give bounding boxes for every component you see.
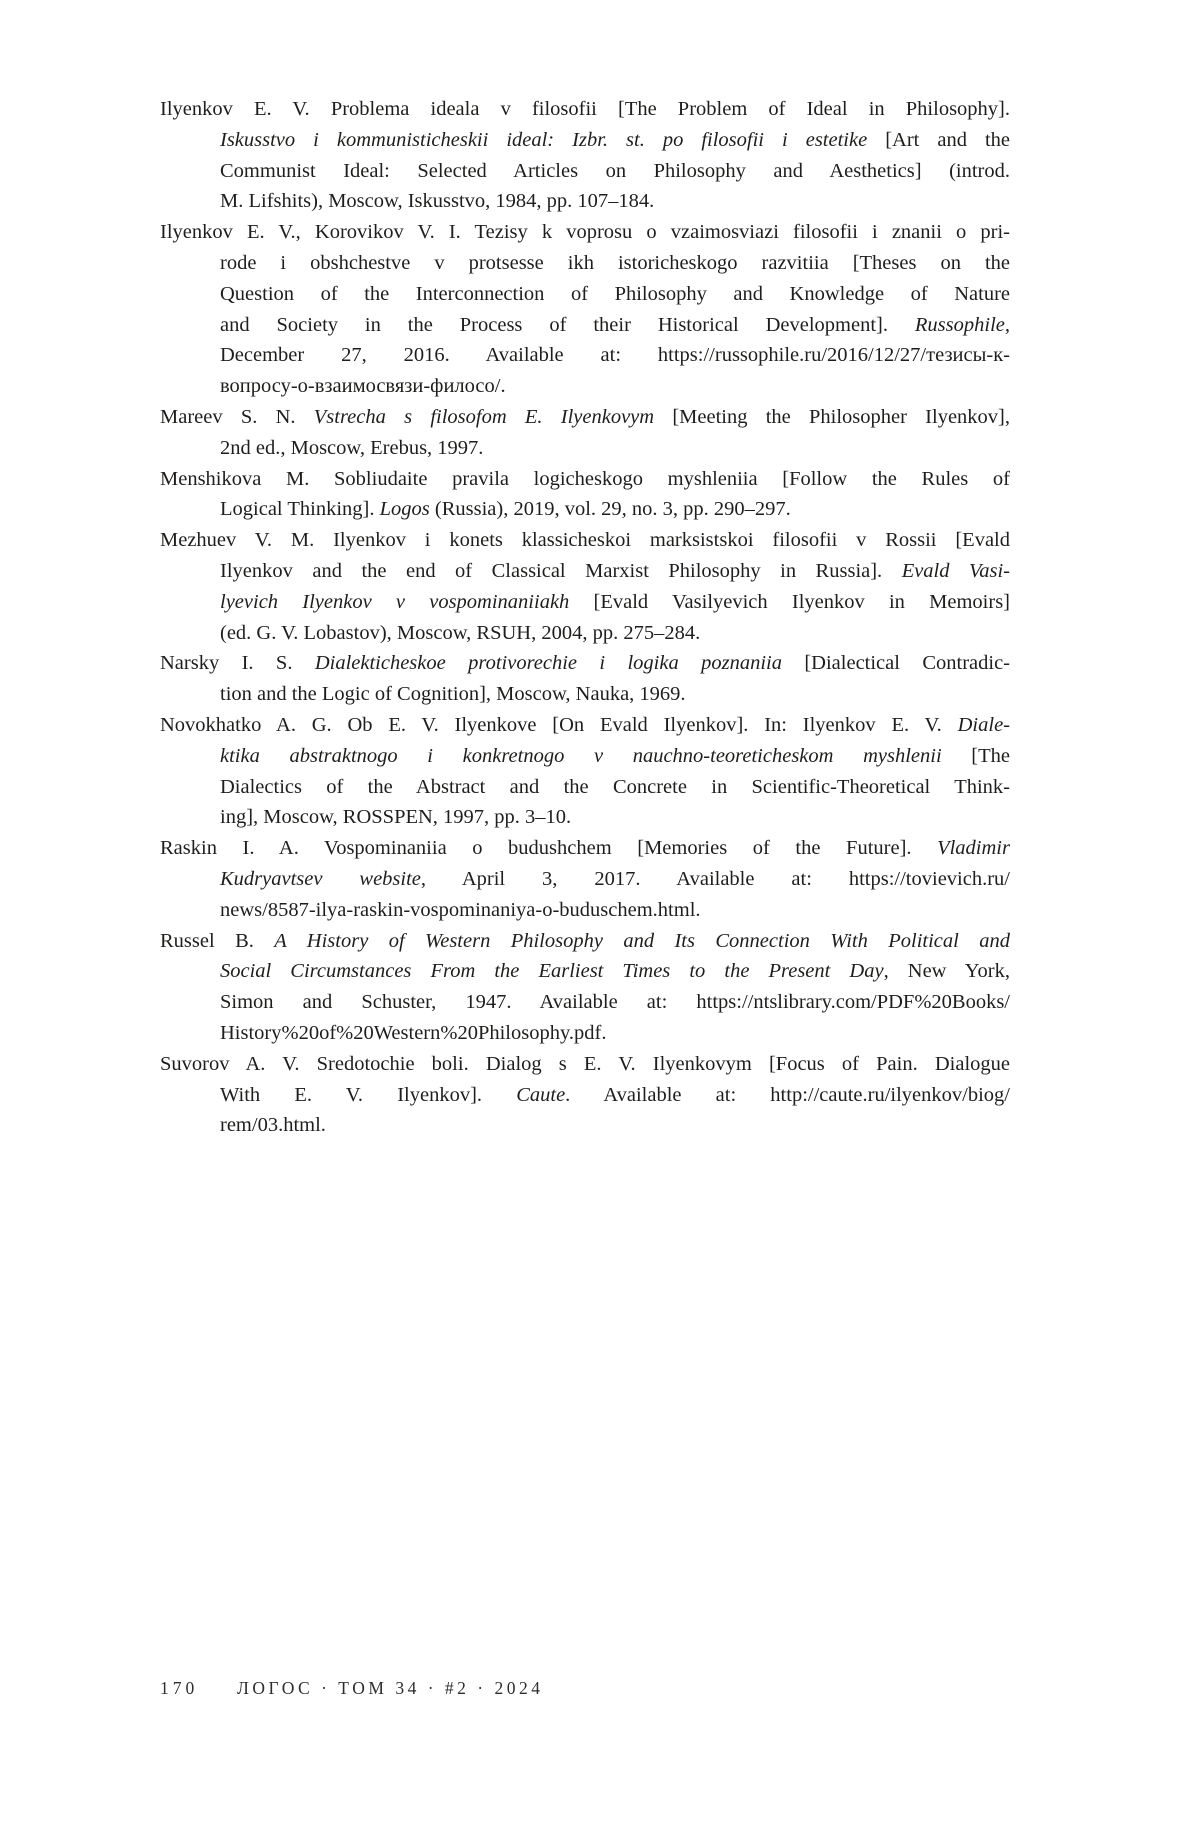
- reference-text-segment: ing], Moscow, ROSSPEN, 1997, pp. 3–10.: [220, 806, 572, 829]
- reference-title-segment: Russophile: [914, 313, 1005, 336]
- reference-line: [160, 648, 1010, 679]
- reference-line: [160, 156, 1010, 187]
- reference-text-segment: , April 3, 2017. Available at: https://tovievich.ru/: [420, 867, 1010, 890]
- reference-text-segment: news/8587-ilya-raskin-vospominaniya-o-buduschem.html.: [220, 898, 701, 921]
- reference-line: [160, 987, 1010, 1018]
- reference-line: [160, 618, 1010, 649]
- reference-text-segment: [Art and the: [867, 128, 1011, 151]
- reference-line: [160, 895, 1010, 926]
- reference-line: [160, 802, 1010, 833]
- reference-title-segment: Logos: [379, 498, 430, 521]
- reference-text-segment: Logical Thinking].: [220, 498, 380, 521]
- reference-text-segment: , New York,: [883, 960, 1010, 983]
- reference-text-segment: Raskin I. A. Vospominaniia o budushchem [Memories of the Future].: [160, 837, 938, 860]
- reference-line: [160, 679, 1010, 710]
- reference-text-segment: Ilyenkov E. V., Korovikov V. I. Tezisy k voprosu o vzaimosviazi filosofii i znanii o pri-: [160, 221, 1010, 244]
- reference-text-segment: Mezhuev V. M. Ilyenkov i konets klassicheskoi marksistskoi filosofii v Rossii [Evald: [160, 529, 1010, 552]
- reference-text-segment: Menshikova M. Sobliudaite pravila logicheskogo myshleniia [Follow the Rules of: [160, 467, 1010, 490]
- reference-line: [160, 310, 1010, 341]
- reference-title-segment: Dialekticheskoe protivorechie i logika poznaniia: [314, 652, 782, 675]
- reference-text-segment: Russel B.: [160, 929, 275, 952]
- reference-title-segment: A History of Western Philosophy and Its Connection With Political and: [274, 929, 1010, 952]
- reference-line: [160, 186, 1010, 217]
- reference-text-segment: Ilyenkov E. V. Problema ideala v filosofii [The Problem of Ideal in Philosophy].: [160, 98, 1010, 120]
- reference-text-segment: Ilyenkov and the end of Classical Marxist Philosophy in Russia].: [220, 559, 902, 582]
- reference-line: [160, 1018, 1010, 1049]
- reference-entry: [160, 926, 1010, 1049]
- page-number: 170: [160, 1678, 199, 1698]
- reference-text-segment: Question of the Interconnection of Philosophy and Knowledge of Nature: [220, 282, 1010, 305]
- reference-text-segment: вопросу-о-взаимосвязи-филосо/.: [220, 375, 506, 398]
- reference-text-segment: Communist Ideal: Selected Articles on Philosophy and Aesthetics] (introd.: [220, 159, 1010, 182]
- reference-text-segment: With E. V. Ilyenkov].: [220, 1083, 517, 1106]
- reference-line: [160, 279, 1010, 310]
- reference-entry: [160, 525, 1010, 648]
- reference-title-segment: Kudryavtsev website: [220, 867, 421, 890]
- reference-text-segment: (Russia), 2019, vol. 29, no. 3, pp. 290–297.: [429, 498, 791, 521]
- reference-text-segment: rem/03.html.: [220, 1114, 326, 1137]
- reference-title-segment: lyevich Ilyenkov v vospominaniiakh: [220, 590, 570, 613]
- reference-line: [160, 772, 1010, 803]
- reference-text-segment: December 27, 2016. Available at: https://russophile.ru/2016/12/27/тезисы-к-: [220, 344, 1010, 367]
- reference-line: [160, 864, 1010, 895]
- reference-line: [160, 833, 1010, 864]
- reference-line: [160, 464, 1010, 495]
- reference-line: [160, 1110, 1010, 1141]
- page-footer: [160, 1678, 543, 1699]
- reference-title-segment: Vladimir: [937, 837, 1010, 860]
- reference-line: [160, 217, 1010, 248]
- reference-line: [160, 125, 1010, 156]
- reference-text-segment: History%20of%20Western%20Philosophy.pdf.: [220, 1021, 607, 1044]
- reference-line: [160, 94, 1010, 125]
- reference-line: [160, 556, 1010, 587]
- reference-title-segment: Social Circumstances From the Earliest Times to the Present Day: [220, 960, 884, 983]
- reference-text-segment: . Available at: http://caute.ru/ilyenkov/biog/: [565, 1083, 1010, 1106]
- reference-text-segment: Dialectics of the Abstract and the Concrete in Scientific-Theoretical Think-: [220, 775, 1010, 798]
- reference-text-segment: tion and the Logic of Cognition], Moscow, Nauka, 1969.: [220, 683, 686, 706]
- reference-text-segment: Mareev S. N.: [160, 405, 314, 428]
- reference-entry: [160, 217, 1010, 402]
- references-list: [160, 94, 1010, 1141]
- reference-text-segment: ,: [1004, 313, 1010, 336]
- reference-line: [160, 741, 1010, 772]
- reference-line: [160, 433, 1010, 464]
- reference-line: [160, 926, 1010, 957]
- reference-line: [160, 371, 1010, 402]
- reference-line: [160, 710, 1010, 741]
- reference-text-segment: and Society in the Process of their Historical Development].: [220, 313, 915, 336]
- reference-title-segment: Caute: [516, 1083, 566, 1106]
- reference-entry: [160, 94, 1010, 217]
- reference-entry: [160, 1049, 1010, 1141]
- reference-line: [160, 340, 1010, 371]
- reference-text-segment: Novokhatko A. G. Ob E. V. Ilyenkove [On Evald Ilyenkov]. In: Ilyenkov E. V.: [160, 713, 958, 736]
- journal-running-title: ЛОГОС · ТОМ 34 · #2 · 2024: [237, 1678, 544, 1698]
- reference-title-segment: Iskusstvo i kommunisticheskii ideal: Izbr. st. po filosofii i estetike: [220, 128, 868, 151]
- reference-line: [160, 248, 1010, 279]
- reference-text-segment: Narsky I. S.: [160, 652, 315, 675]
- reference-title-segment: Evald Vasi-: [901, 559, 1010, 582]
- reference-text-segment: [Meeting the Philosopher Ilyenkov],: [654, 405, 1010, 428]
- reference-text-segment: Suvorov A. V. Sredotochie boli. Dialog s E. V. Ilyenkovym [Focus of Pain. Dialogue: [160, 1052, 1010, 1075]
- reference-text-segment: M. Lifshits), Moscow, Iskusstvo, 1984, pp. 107–184.: [220, 190, 655, 213]
- reference-text-segment: rode i obshchestve v protsesse ikh istoricheskogo razvitiia [Theses on the: [220, 251, 1010, 274]
- reference-entry: [160, 464, 1010, 526]
- reference-line: [160, 956, 1010, 987]
- reference-entry: [160, 402, 1010, 464]
- reference-line: [160, 1049, 1010, 1080]
- reference-title-segment: ktika abstraktnogo i konkretnogo v nauchno-teoreticheskom myshlenii: [220, 744, 942, 767]
- reference-line: [160, 1080, 1010, 1111]
- reference-text-segment: (ed. G. V. Lobastov), Moscow, RSUH, 2004, pp. 275–284.: [220, 621, 701, 644]
- reference-text-segment: [Evald Vasilyevich Ilyenkov in Memoirs]: [569, 590, 1010, 613]
- reference-line: [160, 494, 1010, 525]
- reference-line: [160, 402, 1010, 433]
- reference-text-segment: [Dialectical Contradic-: [781, 652, 1010, 675]
- reference-entry: [160, 648, 1010, 710]
- reference-title-segment: Diale-: [957, 713, 1010, 736]
- reference-line: [160, 587, 1010, 618]
- reference-entry: [160, 833, 1010, 925]
- reference-entry: [160, 710, 1010, 833]
- reference-text-segment: Simon and Schuster, 1947. Available at: https://ntslibrary.com/PDF%20Books/: [220, 991, 1010, 1014]
- reference-title-segment: Vstrecha s filosofom E. Ilyenkovym: [313, 405, 655, 428]
- reference-line: [160, 525, 1010, 556]
- reference-text-segment: 2nd ed., Moscow, Erebus, 1997.: [220, 436, 484, 459]
- reference-text-segment: [The: [941, 744, 1010, 767]
